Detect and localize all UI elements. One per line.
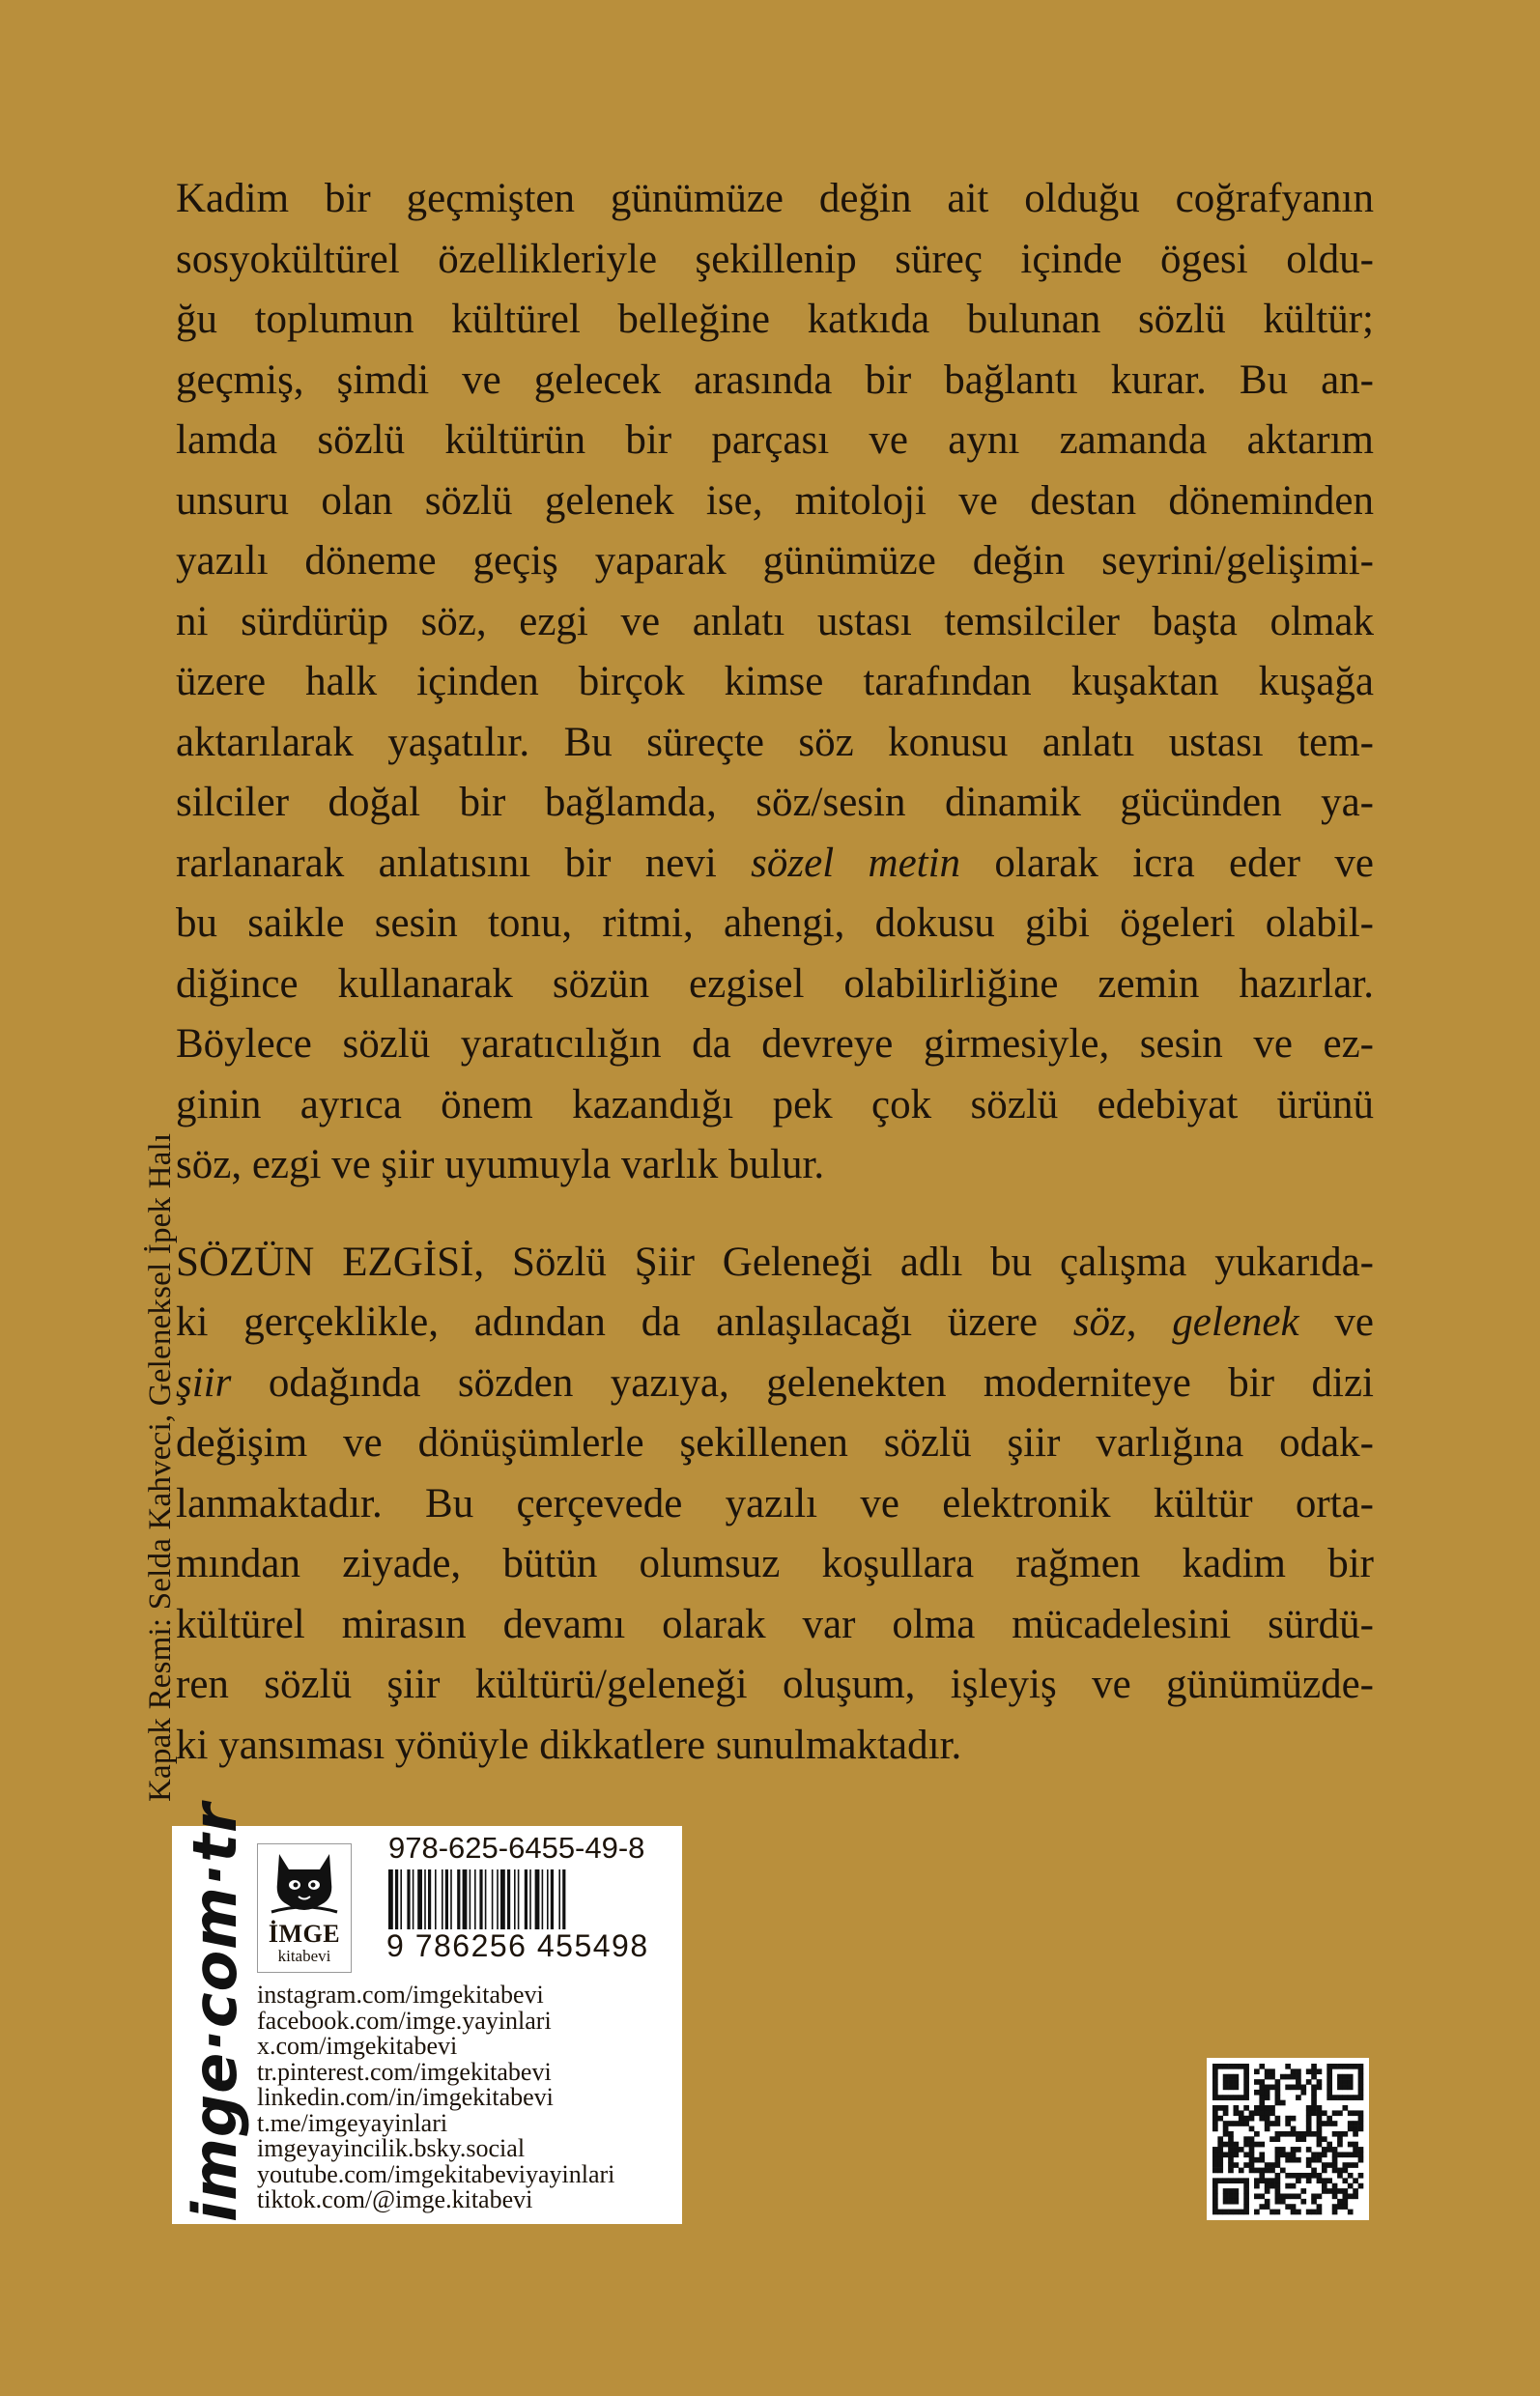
blurb-line: Kadim bir geçmişten günümüze değin ait olduğu coğrafyanın [176,176,1374,221]
blurb-text: ki gerçeklikle, adından da anlaşılacağı üzere [176,1299,1073,1345]
social-link-facebook[interactable]: facebook.com/imge.yayinlari [257,2006,552,2035]
blurb-line: geçmiş, şimdi ve gelecek arasında bir bağlantı kurar. Bu an- [176,357,1374,403]
blurb-line: aktarılarak yaşatılır. Bu süreçte söz konusu anlatı ustası tem- [176,719,1374,765]
blurb-emphasis: şiir [176,1359,232,1406]
publisher-imprint-box [172,1802,682,2224]
back-cover-blurb [176,169,1374,1776]
blurb-line: mından ziyade, bütün olumsuz koşullara rağmen kadim bir [176,1541,1374,1586]
blurb-line: Böylece sözlü yaratıcılığın da devreye girmesiyle, sesin ve ez- [176,1021,1374,1067]
blurb-text: olarak icra eder ve [960,840,1374,886]
publisher-website[interactable]: imge·com·tr [180,1802,250,2222]
isbn-barcode [386,1869,657,1929]
blurb-line: lamda sözlü kültürün bir parçası ve aynı zamanda aktarım [176,417,1374,463]
blurb-text: rarlanarak anlatısını bir nevi [176,840,752,886]
blurb-line: diğince kullanarak sözün ezgisel olabilirliğine zemin hazırlar. [176,960,1374,1007]
blurb-line: unsuru olan sözlü gelenek ise, mitoloji ve destan döneminden [176,477,1374,524]
blurb-line: yazılı döneme geçiş yaparak günümüze değin seyrini/gelişimi- [176,538,1374,584]
social-links-list [257,1982,614,2213]
publisher-logo-name: İMGE [268,1920,341,1948]
blurb-line [176,1293,1374,1354]
cover-art-credit: Kapak Resmi: Selda Kahveci, Geleneksel İpek Halı [143,1132,178,1802]
blurb-line: üzere halk içinden birçok kimse tarafından kuşaktan kuşağa [176,659,1374,704]
blurb-line: ğu toplumun kültürel belleğine katkıda bulunan sözlü kültür; [176,297,1374,342]
qr-code-icon [1207,2058,1369,2220]
blurb-paragraph-2 [176,1233,1374,1777]
social-link-youtube[interactable]: youtube.com/imgekitabeviyayinlari [257,2159,615,2188]
publisher-logo [257,1843,352,1973]
blurb-emphasis: sözel metin [751,840,961,886]
social-link-instagram[interactable]: instagram.com/imgekitabevi [257,1981,544,2009]
blurb-emphasis: söz [1072,1299,1126,1345]
social-link-tiktok[interactable]: tiktok.com/@imge.kitabevi [257,2185,533,2213]
blurb-line: bu saikle sesin tonu, ritmi, ahengi, dokusu gibi ögeleri olabil- [176,900,1374,946]
barcode-digits: 9 786256 455498 [386,1928,649,1963]
blurb-line: değişim ve dönüşümlerle şekillenen sözlü şiir varlığına odak- [176,1420,1374,1466]
blurb-line: silciler doğal bir bağlamda, söz/sesin dinamik gücünden ya- [176,780,1374,825]
blurb-text: , [1126,1299,1173,1345]
blurb-line: söz, ezgi ve şiir uyumuyla varlık bulur. [176,1142,825,1187]
social-link-pinterest[interactable]: tr.pinterest.com/imgekitabevi [257,2057,552,2086]
blurb-line: sosyokültürel özellikleriyle şekillenip süreç içinde ögesi oldu- [176,236,1374,282]
social-link-linkedin[interactable]: linkedin.com/in/imgekitabevi [257,2083,554,2111]
publisher-logo-sub: kitabevi [277,1947,331,1965]
cat-mascot-icon [266,1848,343,1920]
blurb-paragraph-1 [176,169,1374,1196]
blurb-line: ginin ayrıca önem kazandığı pek çok sözlü edebiyat ürünü [176,1081,1374,1127]
social-link-x[interactable]: x.com/imgekitabevi [257,2032,458,2060]
blurb-line: ki yansıması yönüyle dikkatlere sunulmaktadır. [176,1722,962,1768]
blurb-line: SÖZÜN EZGİSİ, Sözlü Şiir Geleneği adlı bu çalışma yukarıda- [176,1239,1374,1285]
social-link-telegram[interactable]: t.me/imgeyayinlari [257,2108,448,2137]
blurb-emphasis: gelenek [1172,1299,1299,1345]
isbn-text: 978-625-6455-49-8 [388,1831,645,1865]
blurb-line: ni sürdürüp söz, ezgi ve anlatı ustası temsilciler başta olmak [176,598,1374,644]
qr-code[interactable] [1207,2058,1369,2220]
blurb-line [176,834,1374,895]
blurb-text: odağında sözden yazıya, gelenekten moderniteye bir dizi [231,1359,1374,1406]
blurb-text: ve [1298,1299,1374,1345]
blurb-line: ren sözlü şiir kültürü/geleneği oluşum, işleyiş ve günümüzde- [176,1662,1374,1707]
blurb-line: lanmaktadır. Bu çerçevede yazılı ve elektronik kültür orta- [176,1480,1374,1526]
blurb-line: kültürel mirasın devamı olarak var olma mücadelesini sürdü- [176,1601,1374,1647]
blurb-line [176,1354,1374,1414]
social-link-bluesky[interactable]: imgeyayincilik.bsky.social [257,2134,526,2162]
